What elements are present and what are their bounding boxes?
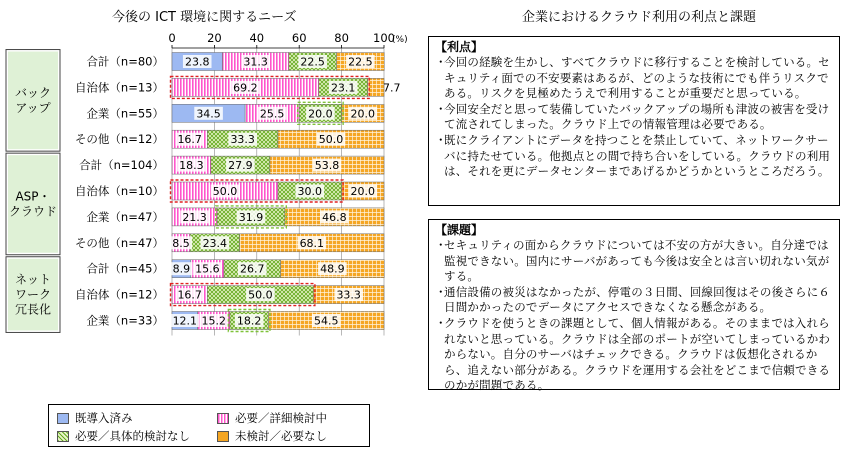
issues-heading: 【課題】 <box>435 223 484 237</box>
legend-label: 必要／具体的検討なし <box>75 429 190 443</box>
data-label: 69.2 <box>233 81 258 95</box>
legend-swatch <box>217 413 229 424</box>
legend-label: 既導入済み <box>75 411 133 425</box>
legend-label: 未検討／必要なし <box>235 429 327 443</box>
legend-item <box>57 410 133 426</box>
data-label: 16.7 <box>177 133 202 147</box>
data-label: 46.8 <box>322 210 347 224</box>
issues-item: ・クラウドを使うときの課題として、個人情報がある。そのままでは入れられないと思っている。クラウドは全部のポートが空いてしまっているかわからない。自分のサーバはチェックできる。クラウドは仮想化されるから、追えない部分がある。クラウドを運用する会社をどこまで信頼できるのかが問題である。 <box>435 315 831 393</box>
axis-tick-label: 20 <box>207 31 222 45</box>
axis-unit-label: (%) <box>392 35 408 45</box>
data-label: 26.7 <box>239 262 265 276</box>
data-label: 22.5 <box>300 55 325 69</box>
group-label: アップ <box>15 100 51 115</box>
data-label: 31.9 <box>238 210 264 224</box>
data-label: 23.8 <box>184 55 210 69</box>
legend-swatch <box>57 413 69 424</box>
data-label: 23.1 <box>330 81 356 95</box>
category-labels <box>75 55 164 328</box>
chart-legend <box>48 404 370 447</box>
category-label: 自治体（n=12） <box>74 287 164 302</box>
data-label: 30.0 <box>297 185 323 198</box>
merits-item: ・今回安全だと思って装備していたバックアップの場所も津波の被害を受けて流されてしまった。クラウド上での情報管理は必要である。 <box>435 101 830 132</box>
group-label-boxes <box>6 50 60 333</box>
group-label: クラウド <box>8 204 58 219</box>
data-label: 20.0 <box>350 185 376 198</box>
data-label: 34.5 <box>196 107 221 121</box>
data-label: 8.5 <box>172 236 190 250</box>
data-label: 15.2 <box>201 314 227 328</box>
category-label: その他（n=12） <box>74 132 164 147</box>
data-label: 16.7 <box>177 288 202 302</box>
legend-label: 必要／詳細検討中 <box>235 411 327 425</box>
merits-item: ・今回の経験を生かし、すべてクラウドに移行することを検討している。セキュリティ面での不安要素はあるが、どのような技術にでも伴うリスクである。リスクを見極めたうえで利用することが重要だと思っている。 <box>435 55 830 101</box>
axis-tick-label: 60 <box>291 31 307 45</box>
data-label: 33.3 <box>230 133 255 147</box>
merits-box <box>428 36 840 206</box>
data-label: 48.9 <box>320 262 345 276</box>
data-label: 7.7 <box>383 81 401 95</box>
bar-segment <box>368 78 384 96</box>
issues-item: ・セキュリティの面からクラウドについては不安の方が大きい。自分達では監視できない。国内にサーバがあっても今後は安全とは言い切れない気がする。 <box>435 238 830 284</box>
data-label: 22.5 <box>348 55 373 69</box>
data-label: 20.0 <box>350 107 376 121</box>
group-label: 冗長化 <box>14 302 52 317</box>
data-label: 25.5 <box>259 107 285 121</box>
group-label: ネット <box>14 272 52 287</box>
axis-tick-label: 0 <box>168 31 176 45</box>
category-label: 企業（n=33） <box>86 313 164 328</box>
legend-item <box>217 410 327 426</box>
chart-title: 今後の ICT 環境に関するニーズ <box>112 10 297 25</box>
category-label: 合計（n=45） <box>86 261 164 276</box>
right-panel-title: 企業におけるクラウド利用の利点と課題 <box>522 10 757 25</box>
data-label: 12.1 <box>172 314 198 328</box>
group-label: ワーク <box>14 287 52 302</box>
data-label: 27.9 <box>228 159 253 173</box>
data-label: 18.2 <box>236 314 262 328</box>
merits-item: ・既にクライアントにデータを持つことを禁止していて、ネットワークサーバに持たせている。他拠点との間で持ち合いをしている。クラウドの利用は、それを更にデータセンターまであげるかどうかというところだろう。 <box>435 132 831 179</box>
axis-tick-label: 40 <box>249 31 265 45</box>
data-label: 20.0 <box>308 107 333 121</box>
legend-swatch <box>57 431 69 442</box>
data-label: 15.6 <box>195 262 220 276</box>
data-label: 31.3 <box>243 55 268 69</box>
data-label: 68.1 <box>299 236 325 250</box>
category-label: その他（n=47） <box>74 235 164 250</box>
data-label: 18.3 <box>179 159 204 173</box>
issues-item: ・通信設備の被災はなかったが、停電の３日間、回線回復はその後さらに６日間かかったのでデータにアクセスできなくなる懸念がある。 <box>435 284 831 315</box>
legend-item <box>217 428 327 444</box>
data-label: 50.0 <box>318 133 344 147</box>
group-label: ASP・ <box>15 189 51 204</box>
data-label: 50.0 <box>248 288 273 302</box>
issues-box <box>428 219 840 393</box>
data-label: 33.3 <box>336 288 361 302</box>
legend-swatch <box>217 431 229 442</box>
axis-tick-label: 100 <box>373 31 395 45</box>
category-label: 企業（n=55） <box>86 106 164 121</box>
category-label: 自治体（n=10） <box>74 184 164 198</box>
category-label: 企業（n=47） <box>86 209 164 224</box>
merits-heading: 【利点】 <box>435 40 484 54</box>
category-label: 合計（n=80） <box>86 54 164 69</box>
data-label: 23.4 <box>202 236 228 250</box>
data-label: 54.5 <box>313 314 339 328</box>
data-label: 53.8 <box>314 159 340 173</box>
data-label: 50.0 <box>212 185 238 198</box>
category-label: 合計（n=104） <box>79 158 164 173</box>
data-label: 21.3 <box>182 210 207 224</box>
legend-item <box>57 428 190 444</box>
group-label: バック <box>14 85 52 100</box>
data-label: 8.9 <box>172 262 191 276</box>
axis-tick-label: 80 <box>334 31 349 45</box>
category-label: 自治体（n=13） <box>74 80 164 95</box>
